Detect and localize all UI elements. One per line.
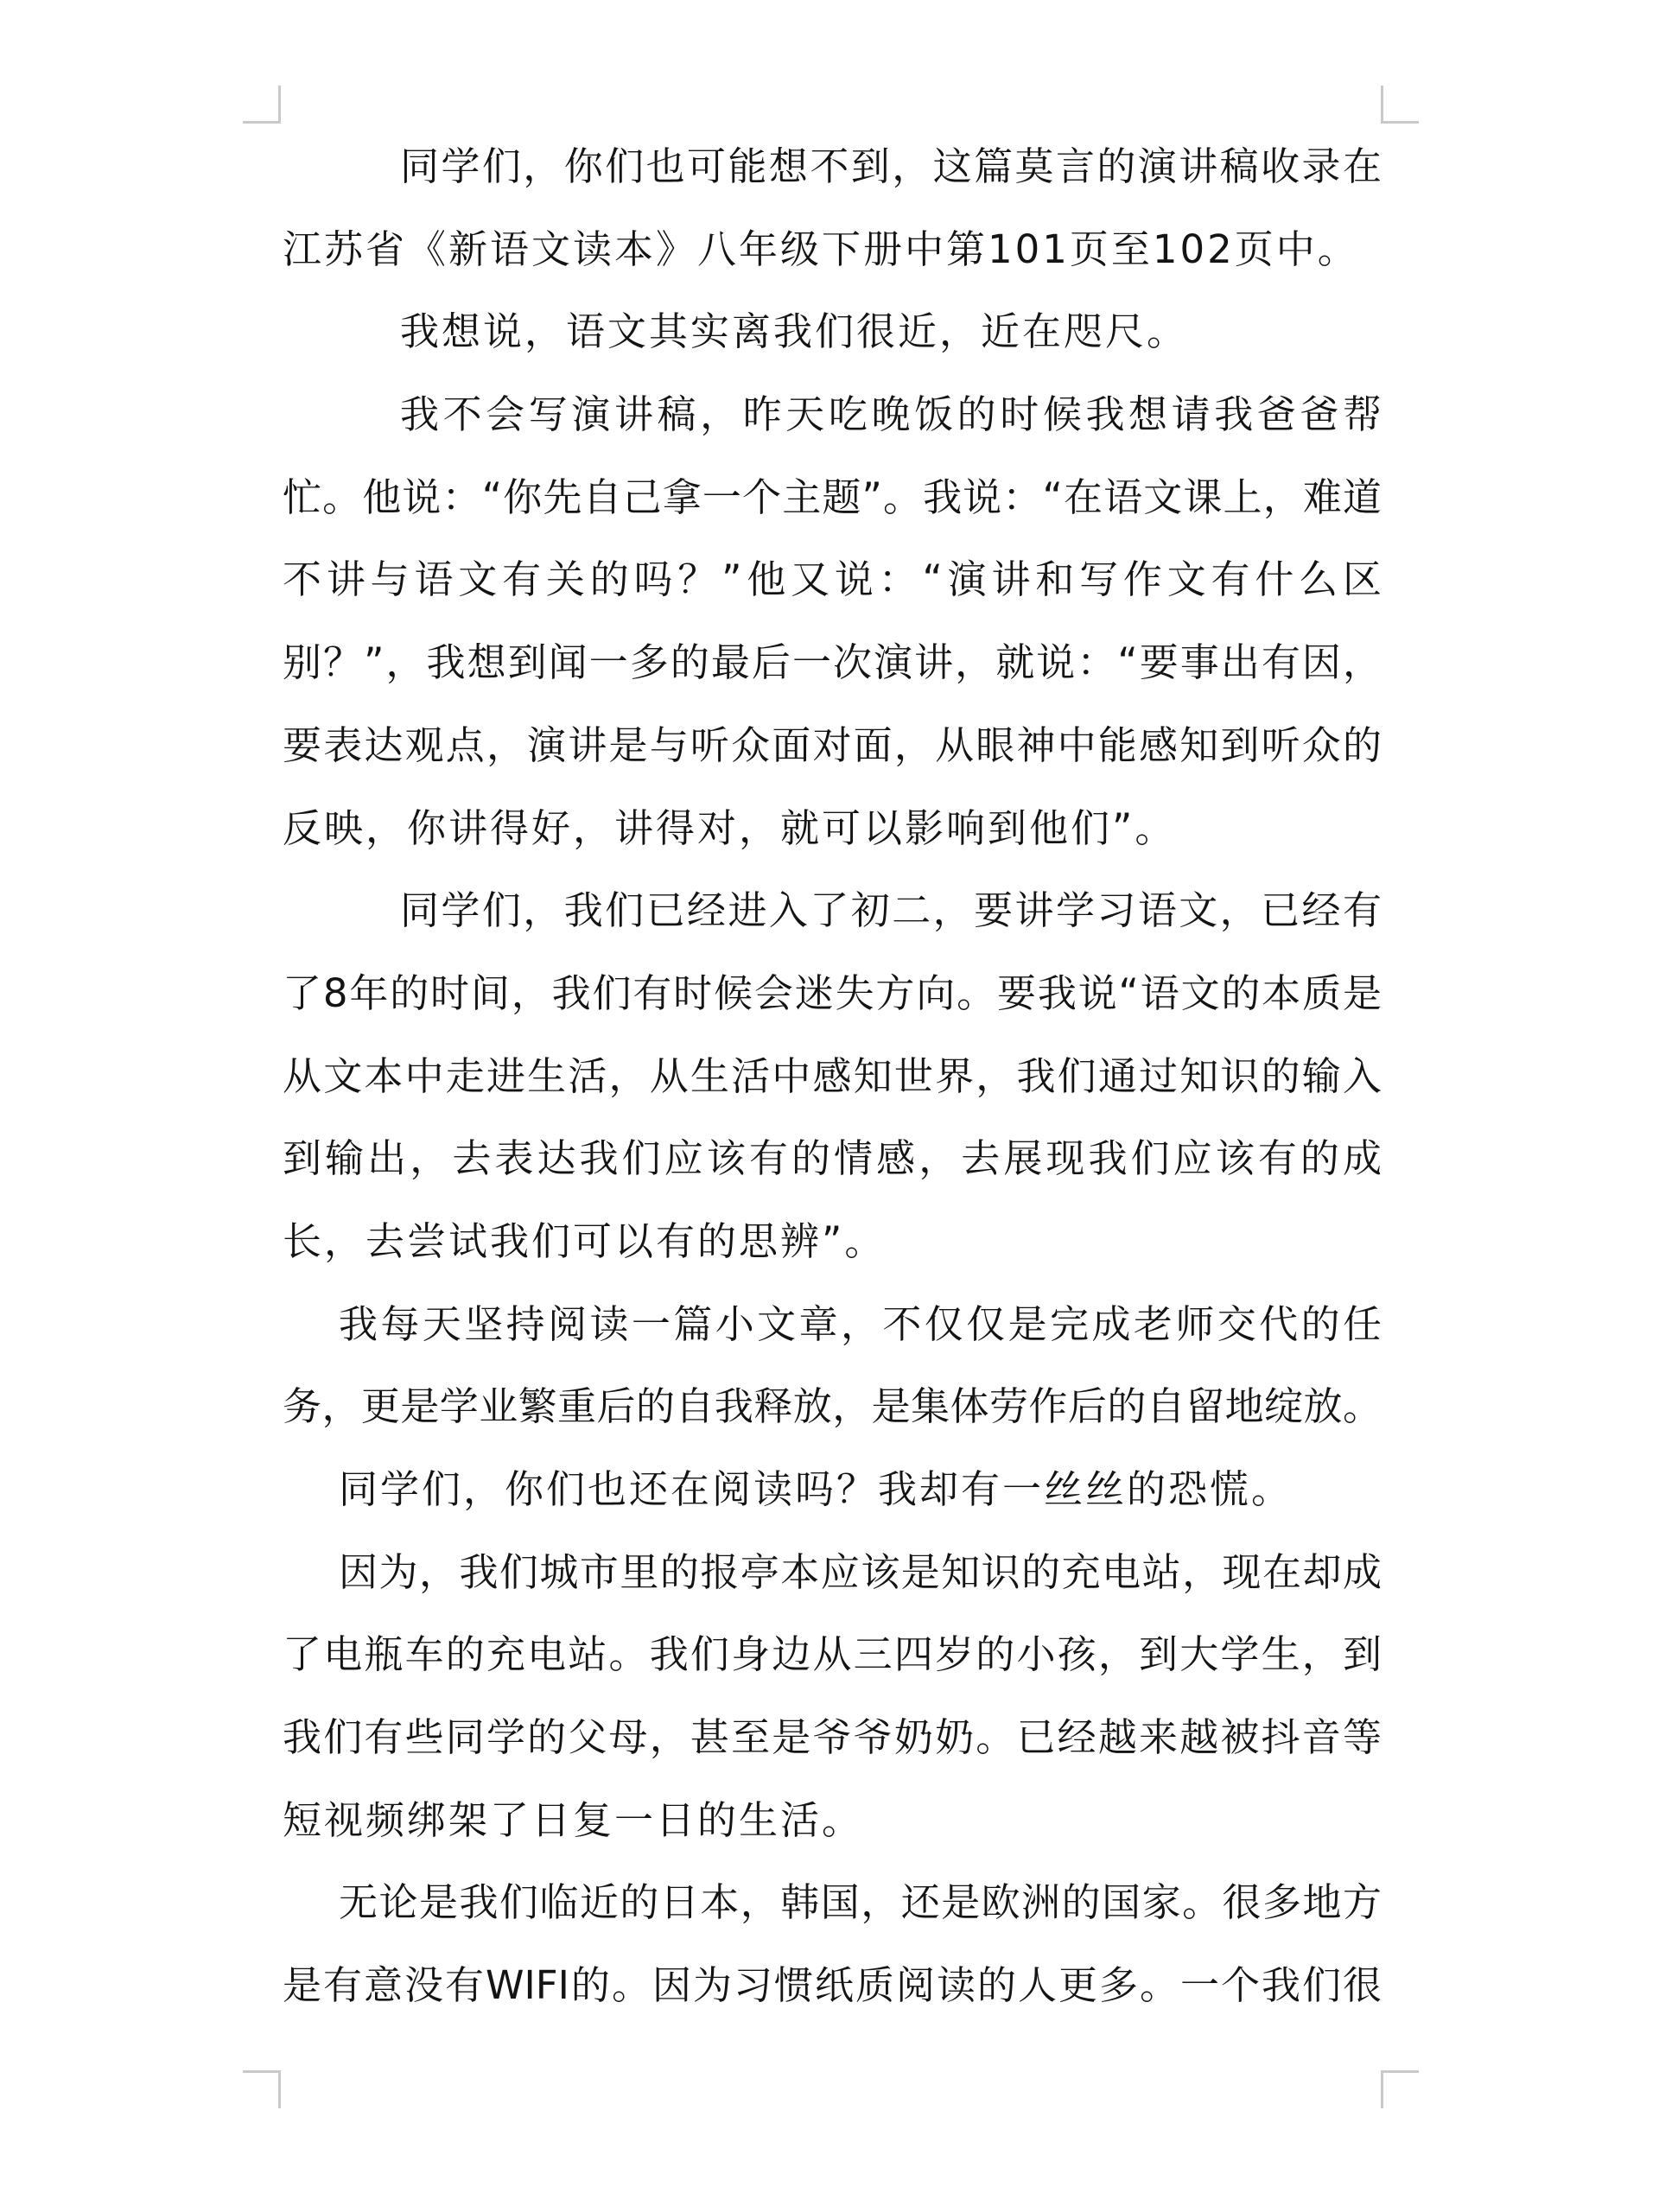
paragraph-3-line-5: 要表达观点，演讲是与听众面对面，从眼神中能感知到听众的 [283,721,1382,768]
paragraph-3-line-3: 不讲与语文有关的吗？”他又说：“演讲和写作文有什么区 [283,556,1382,603]
paragraph-6-line-1: 同学们，你们也还在阅读吗？我却有一丝丝的恐慌。 [339,1466,1294,1512]
paragraph-4-line-2: 了8年的时间，我们有时候会迷失方向。要我说“语文的本质是 [283,969,1382,1016]
paragraph-8-line-1: 无论是我们临近的日本，韩国，还是欧洲的国家。很多地方 [339,1879,1382,1926]
paragraph-3-line-4: 别？”，我想到闻一多的最后一次演讲，就说：“要事出有因， [283,639,1382,686]
paragraph-7-line-1: 因为，我们城市里的报亭本应该是知识的充电站，现在却成 [339,1548,1382,1595]
paragraph-3-line-1: 我不会写演讲稿，昨天吃晚饭的时候我想请我爸爸帮 [400,391,1382,438]
paragraph-3-line-6: 反映，你讲得好，讲得对，就可以影响到他们”。 [283,804,1177,851]
corner-mark-bottom-right [1381,2070,1419,2108]
paragraph-4-line-5: 长，去尝试我们可以有的思辨”。 [283,1217,887,1264]
corner-mark-top-right [1381,86,1419,124]
corner-mark-top-left [243,86,281,124]
paragraph-4-line-3: 从文本中走进生活，从生活中感知世界，我们通过知识的输入 [283,1052,1382,1099]
paragraph-2-line-1: 我想说，语文其实离我们很近，近在咫尺。 [400,308,1189,355]
paragraph-3-line-2: 忙。他说：“你先自己拿一个主题”。我说：“在语文课上，难道 [283,474,1382,520]
paragraph-5-line-2: 务，更是学业繁重后的自我释放，是集体劳作后的自留地绽放。 [283,1383,1382,1430]
paragraph-1-line-2: 江苏省《新语文读本》八年级下册中第101页至102页中。 [283,226,1359,272]
corner-mark-bottom-left [243,2070,281,2108]
paragraph-7-line-2: 了电瓶车的充电站。我们身边从三四岁的小孩，到大学生，到 [283,1631,1382,1678]
paragraph-7-line-3: 我们有些同学的父母，甚至是爷爷奶奶。已经越来越被抖音等 [283,1714,1382,1761]
paragraph-4-line-4: 到输出，去表达我们应该有的情感，去展现我们应该有的成 [283,1135,1382,1182]
paragraph-8-line-2: 是有意没有WIFI的。因为习惯纸质阅读的人更多。一个我们很 [283,1962,1382,2009]
paragraph-5-line-1: 我每天坚持阅读一篇小文章，不仅仅是完成老师交代的任 [339,1300,1382,1347]
document-body [283,125,1382,2027]
paragraph-4-line-1: 同学们，我们已经进入了初二，要讲学习语文，已经有 [400,887,1382,934]
paragraph-1-line-1: 同学们，你们也可能想不到，这篇莫言的演讲稿收录在 [400,143,1382,189]
paragraph-7-line-4: 短视频绑架了日复一日的生活。 [283,1796,864,1843]
